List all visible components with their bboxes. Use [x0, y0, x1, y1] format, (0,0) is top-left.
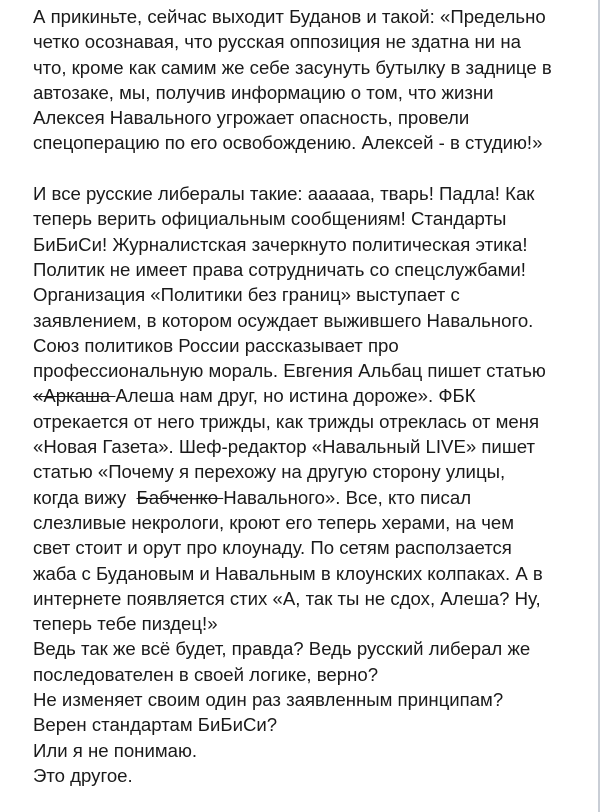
text-line: профессиональную мораль. Евгения Альбац пишет статью — [33, 360, 546, 382]
strikethrough-text: Бабченко — [136, 486, 224, 508]
text-line: Это другое. — [33, 764, 133, 786]
text-line: теперь тебе пиздец!» — [33, 613, 218, 635]
text-line: автозаке, мы, получив информацию о том, что жизни — [33, 81, 494, 103]
text-line: статью «Почему я перехожу на другую сторону улицы, — [33, 461, 506, 483]
text-line: Политик не имеет права сотрудничать со спецслужбами! — [33, 258, 526, 280]
text-line: свет стоит и орут про клоунаду. По сетям расползается — [33, 537, 512, 559]
text-line: Верен стандартам БиБиСи? — [33, 714, 278, 736]
text-line: спецоперацию по его освобождению. Алексей - в студию!» — [33, 132, 543, 154]
text-line: «Аркаша Алеша нам друг, но истина дороже». ФБК — [33, 385, 476, 407]
text-line: «Новая Газета». Шеф-редактор «Навальный LIVE» пишет — [33, 436, 535, 458]
text-line: А прикиньте, сейчас выходит Буданов и такой: «Предельно — [33, 6, 546, 27]
text-line: И все русские либералы такие: аааааа, тварь! Падла! Как — [33, 183, 535, 205]
text-line: когда вижу Бабченко Навального». Все, кто писал — [33, 486, 472, 508]
text-line: отрекается от него трижды, как трижды отреклась от меня — [33, 410, 540, 432]
text-line: Или я не понимаю. — [33, 739, 198, 761]
text-line: Союз политиков России рассказывает про — [33, 334, 399, 356]
text-line: Организация «Политики без границ» выступает с — [33, 284, 460, 306]
text-line: жаба с Будановым и Навальным в клоунских колпаках. А в — [33, 562, 543, 584]
text-line: теперь верить официальным сообщениям! Стандарты — [33, 208, 507, 230]
text-line: интернете появляется стих «А, так ты не сдох, Алеша? Ну, — [33, 587, 541, 609]
text-line: слезливые некрологи, кроют его теперь херами, на чем — [33, 511, 515, 533]
paragraph-2 — [33, 181, 593, 788]
text-line: БиБиСи! Журналистская зачеркнуто политическая этика! — [33, 233, 528, 255]
text-line: Не изменяет своим один раз заявленным принципам? — [33, 689, 504, 711]
paragraph-gap — [33, 156, 593, 181]
message-text — [33, 4, 593, 788]
text-line: четко осознавая, что русская оппозиция не здатна ни на — [33, 31, 521, 53]
strikethrough-text: «Аркаша — [33, 385, 116, 407]
text-line: что, кроме как самим же себе засунуть бутылку в заднице в — [33, 56, 552, 78]
text-line: Ведь так же всё будет, правда? Ведь русский либерал же — [33, 638, 531, 660]
text-line: заявлением, в котором осуждает выжившего Навального. — [33, 309, 534, 331]
paragraph-1 — [33, 4, 593, 156]
text-line: последователен в своей логике, верно? — [33, 663, 379, 685]
text-line: Алексея Навального угрожает опасность, провели — [33, 107, 470, 129]
